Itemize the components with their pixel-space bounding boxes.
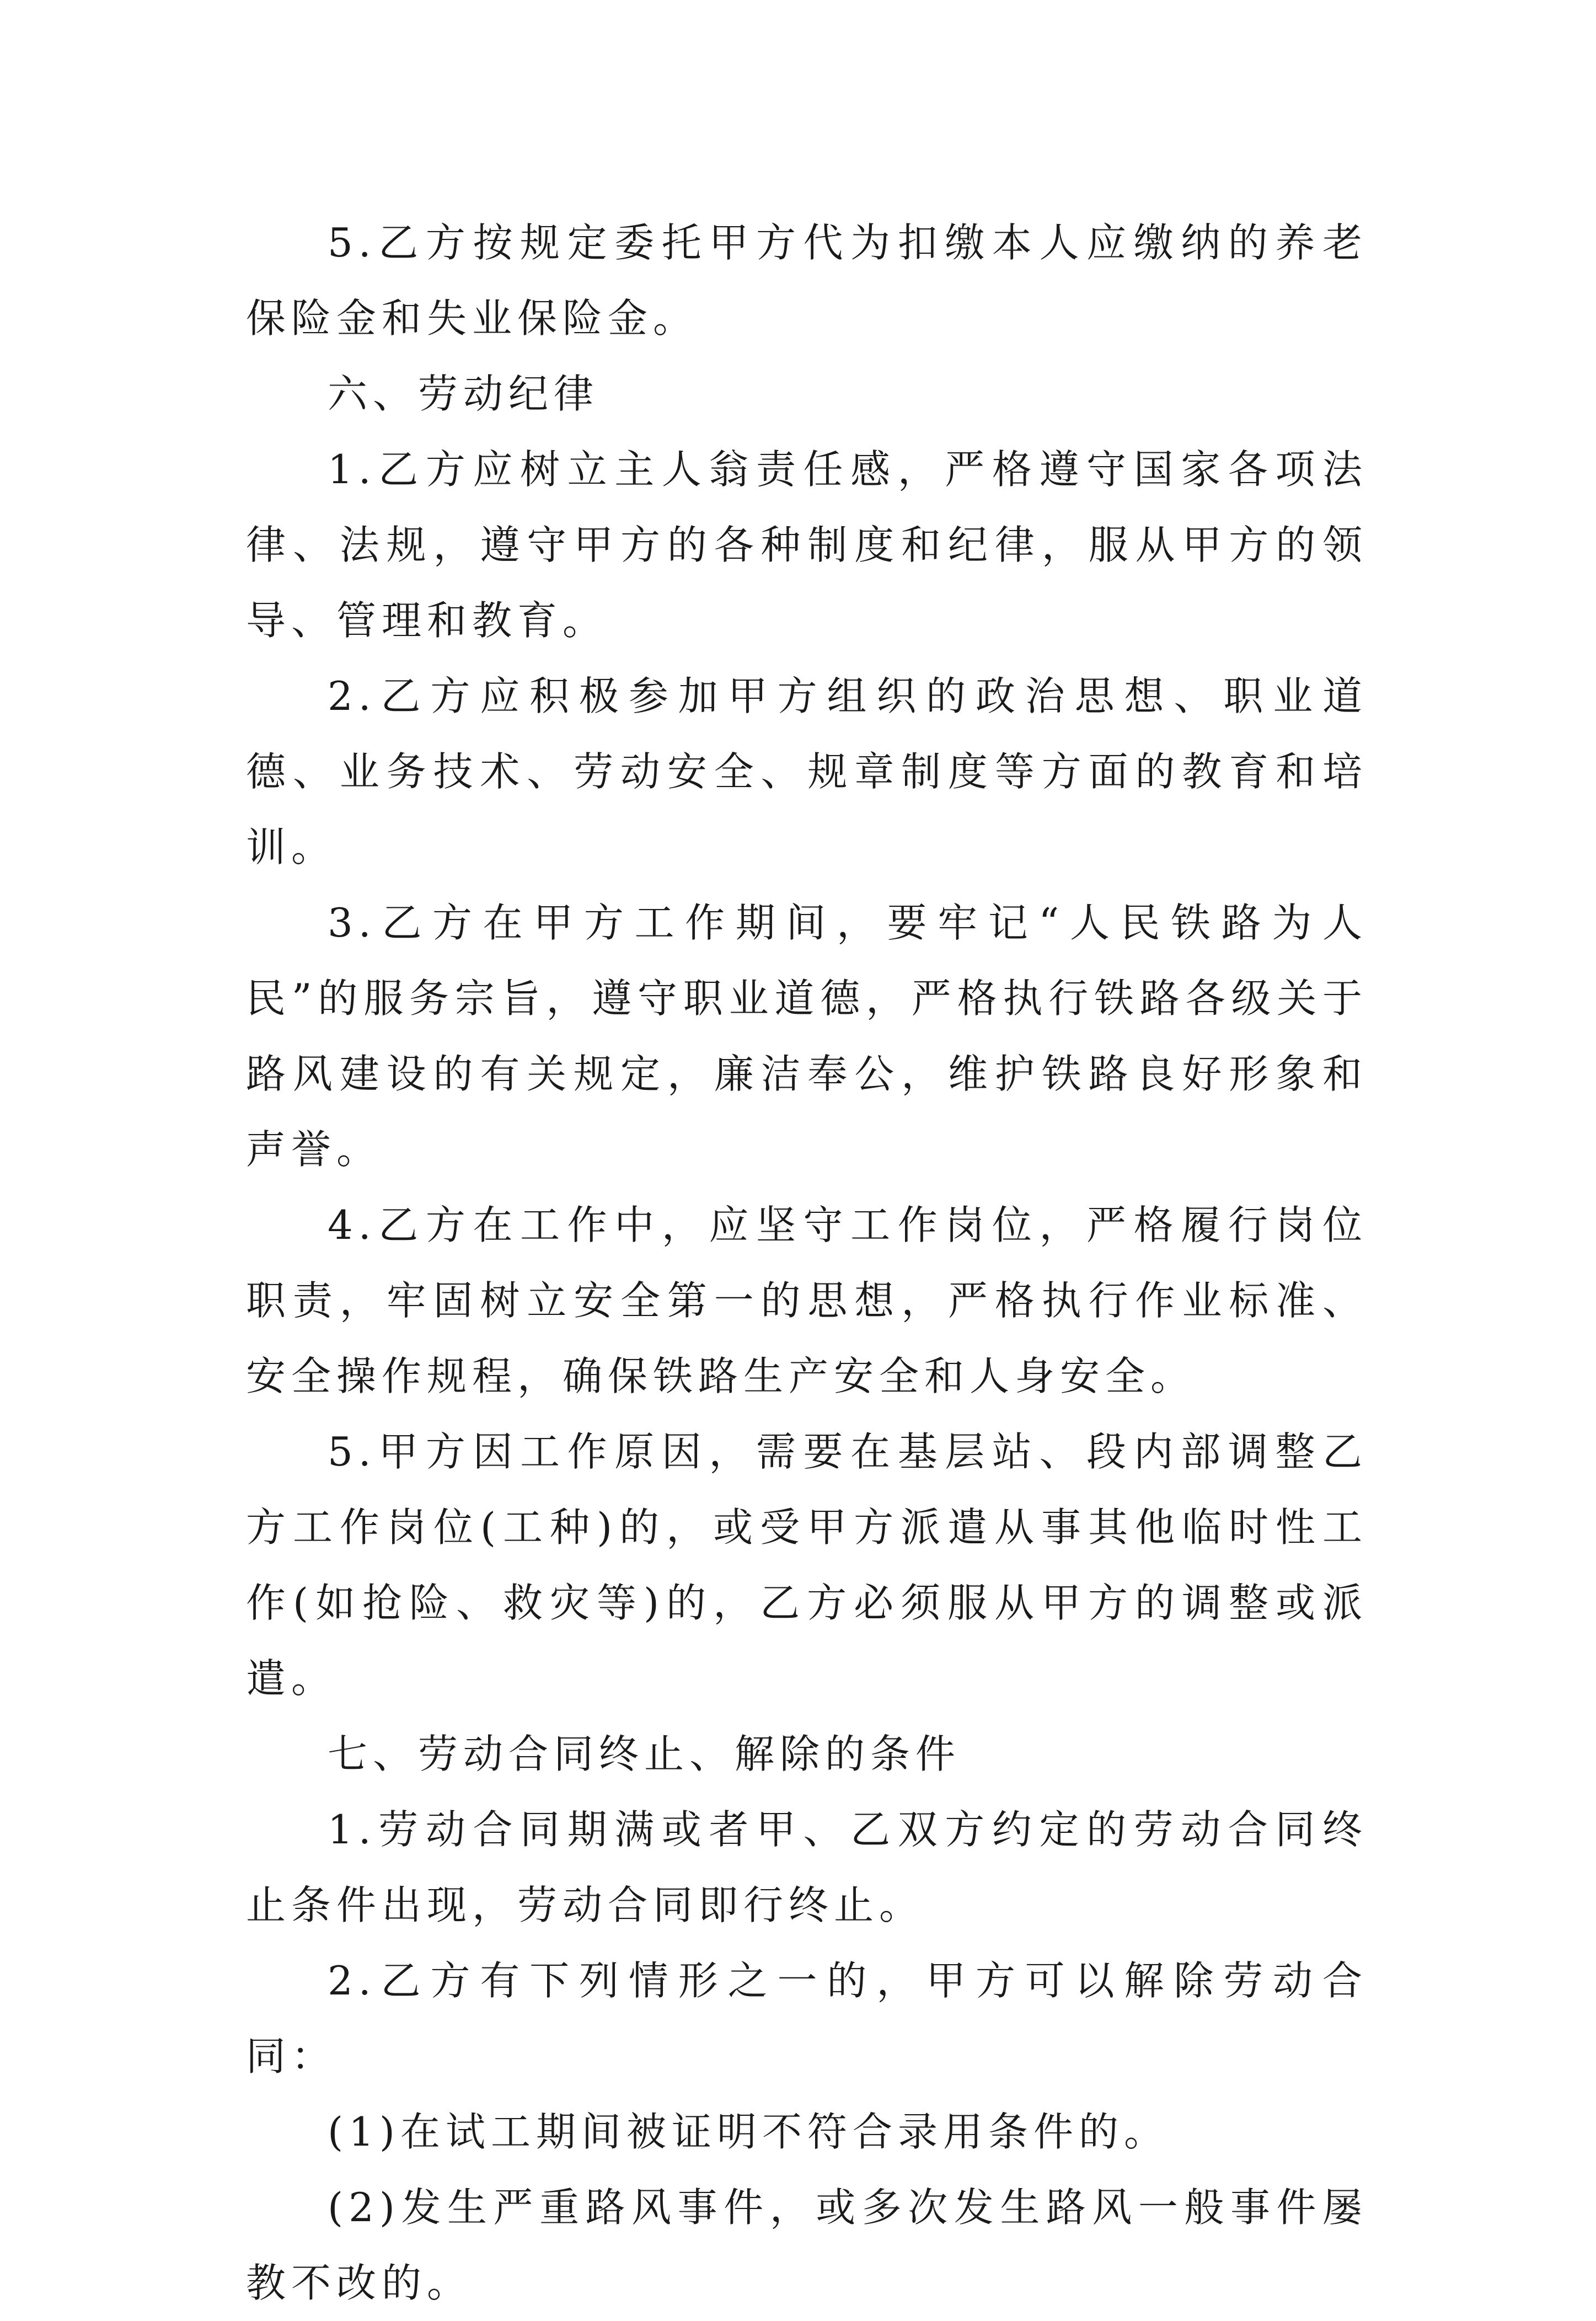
paragraph-termination-1: 1.劳动合同期满或者甲、乙双方约定的劳动合同终止条件出现，劳动合同即行终止。	[246, 1806, 1368, 1928]
paragraph-termination-item-2: (2)发生严重路风事件，或多次发生路风一般事件屡教不改的。	[246, 2184, 1368, 2306]
paragraph-pension-withholding: 5.乙方按规定委托甲方代为扣缴本人应缴纳的养老保险金和失业保险金。	[246, 220, 1368, 341]
paragraph-termination-2: 2.乙方有下列情形之一的，甲方可以解除劳动合同：	[246, 1958, 1368, 2079]
section-heading-contract-termination: 七、劳动合同终止、解除的条件	[328, 1731, 961, 1777]
paragraph-termination-item-1: (1)在试工期间被证明不符合录用条件的。	[328, 2109, 1169, 2155]
paragraph-discipline-5: 5.甲方因工作原因，需要在基层站、段内部调整乙方工作岗位(工种)的，或受甲方派遣从事其他临时性工作(如抢险、救灾等)的，乙方必须服从甲方的调整或派遣。	[246, 1429, 1368, 1702]
paragraph-discipline-2: 2.乙方应积极参加甲方组织的政治思想、职业道德、业务技术、劳动安全、规章制度等方面的教育和培训。	[246, 673, 1368, 870]
paragraph-discipline-4: 4.乙方在工作中，应坚守工作岗位，严格履行岗位职责，牢固树立安全第一的思想，严格执行作业标准、安全操作规程，确保铁路生产安全和人身安全。	[246, 1202, 1368, 1399]
document-body	[246, 205, 1368, 2321]
paragraph-discipline-1: 1.乙方应树立主人翁责任感，严格遵守国家各项法律、法规，遵守甲方的各种制度和纪律，服从甲方的领导、管理和教育。	[246, 446, 1368, 644]
section-heading-labor-discipline: 六、劳动纪律	[328, 371, 599, 417]
paragraph-discipline-3: 3.乙方在甲方工作期间，要牢记“人民铁路为人民”的服务宗旨，遵守职业道德，严格执行铁路各级关于路风建设的有关规定，廉洁奉公，维护铁路良好形象和声誉。	[246, 900, 1368, 1173]
